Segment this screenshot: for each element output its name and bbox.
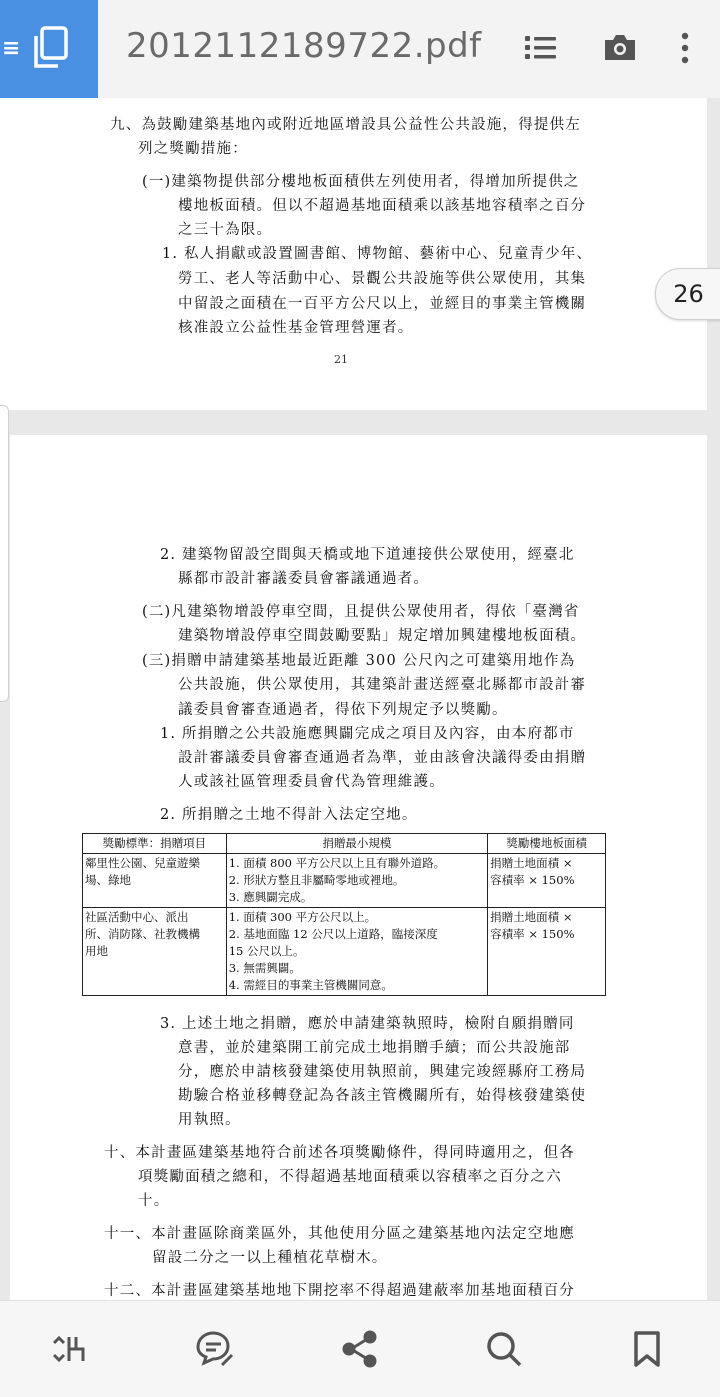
text-line: 3. 上述土地之捐贈，應於申請建築執照時，檢附自願捐贈同 xyxy=(160,1016,575,1032)
text-line: 用執照。 xyxy=(178,1112,241,1128)
page-count-badge[interactable]: 26 xyxy=(655,268,720,320)
text-line: 勘驗合格並移轉登記為各該主管機關所有，始得核發建築使 xyxy=(178,1088,587,1104)
document-title: 201211218972​2.pdf xyxy=(126,26,482,66)
table-cell: 鄰里性公園、兒童遊樂 場、綠地 xyxy=(83,854,227,908)
table-header: 獎勵樓地板面積 xyxy=(488,834,606,854)
text-line: 2. 所捐贈之土地不得計入法定空地。 xyxy=(160,807,418,823)
text-line: 議委員會審查通過者，得依下列規定予以獎勵。 xyxy=(178,702,508,718)
text-line: 列之獎勵措施： xyxy=(138,141,248,157)
text-line: 公共設施，供公眾使用，其建築計畫送經臺北縣都市設計審 xyxy=(178,677,587,693)
text-line: 項獎勵面積之總和，不得超過基地面積乘以容積率之百分之六 xyxy=(138,1169,562,1185)
text-line: (二)凡建築物增設停車空間，且提供公眾使用者，得依「臺灣省 xyxy=(142,604,580,620)
reward-table xyxy=(82,833,606,996)
text-line: 勞工、老人等活動中心、景觀公共設施等供公眾使用，其集 xyxy=(178,271,587,287)
text-line: 十二、本計畫區建築基地地下開挖率不得超過建蔽率加基地面積百分 xyxy=(104,1283,575,1299)
text-line: 人或該社區管理委員會代為管理維護。 xyxy=(178,774,445,790)
table-row xyxy=(83,854,606,908)
bookmark-icon[interactable] xyxy=(630,1329,664,1369)
table-cell: 1. 面積 300 平方公尺以上。 2. 基地面臨 12 公尺以上道路，臨接深度 15 公尺以上。 3. 無需興闢。 4. 需經目的事業主管機關同意。 xyxy=(226,908,487,996)
table-cell: 1. 面積 800 平方公尺以上且有聯外道路。 2. 形狀方整且非屬畸零地或裡地。 3. 應興闢完成。 xyxy=(226,854,487,908)
text-line: 樓地板面積。但以不超過基地面積乘以該基地容積率之百分 xyxy=(178,198,587,214)
text-line: 之三十為限。 xyxy=(178,222,273,238)
text-line: 十。 xyxy=(138,1193,170,1209)
text-line: 設計審議委員會審查通過者為準，並由該會決議得委由捐贈 xyxy=(178,750,587,766)
text-line: 1. 私人捐獻或設置圖書館、博物館、藝術中心、兒童青少年、 xyxy=(162,246,593,262)
page-number: 21 xyxy=(334,353,348,366)
text-line: 分，應於申請核發建築使用執照前，興建完竣經縣府工務局 xyxy=(178,1064,587,1080)
table-header-row xyxy=(83,834,606,854)
menu-icon: ≡ xyxy=(2,36,21,61)
list-view-icon[interactable] xyxy=(523,30,559,66)
document-icon xyxy=(30,26,70,70)
text-reflow-icon[interactable] xyxy=(50,1329,90,1369)
text-line: 十一、本計畫區除商業區外，其他使用分區之建築基地內法定空地應 xyxy=(104,1226,575,1242)
text-line: 核准設立公益性基金管理營運者。 xyxy=(178,320,414,336)
text-line: 九、為鼓勵建築基地內或附近地區增設具公益性公共設施，得提供左 xyxy=(110,117,581,133)
text-line: 意書，並於建築開工前完成土地捐贈手續；而公共設施部 xyxy=(178,1040,571,1056)
text-line: 中留設之面積在一百平方公尺以上，並經目的事業主管機關 xyxy=(178,296,587,312)
text-line: 2. 建築物留設空間與天橋或地下道連接供公眾使用，經臺北 xyxy=(160,547,575,563)
share-icon[interactable] xyxy=(340,1329,380,1369)
table-cell: 捐贈土地面積 × 容積率 × 150% xyxy=(488,908,606,996)
text-line: 縣都市設計審議委員會審議通過者。 xyxy=(178,571,430,587)
top-app-bar xyxy=(0,0,720,98)
text-line: (三)捐贈申請建築基地最近距離 300 公尺內之可建築用地作為 xyxy=(142,653,576,669)
file-menu-button[interactable] xyxy=(0,0,98,98)
scroll-handle[interactable] xyxy=(0,405,9,702)
text-line: 建築物增設停車空間鼓勵要點」規定增加興建樓地板面積。 xyxy=(178,628,587,644)
table-cell: 社區活動中心、派出 所、消防隊、社教機構 用地 xyxy=(83,908,227,996)
comment-icon[interactable] xyxy=(192,1329,236,1369)
more-options-icon[interactable] xyxy=(675,30,695,66)
table-header: 捐贈最小規模 xyxy=(226,834,487,854)
text-line: 十、本計畫區建築基地符合前述各項獎勵條件，得同時適用之，但各 xyxy=(104,1145,575,1161)
search-icon[interactable] xyxy=(484,1329,524,1369)
text-line: 1. 所捐贈之公共設施應興闢完成之項目及內容，由本府都市 xyxy=(160,726,575,742)
camera-icon[interactable] xyxy=(601,30,639,66)
text-line: (一)建築物提供部分樓地板面積供左列使用者，得增加所提供之 xyxy=(142,174,580,190)
table-header: 獎勵標準：捐贈項目 xyxy=(83,834,227,854)
table-row xyxy=(83,908,606,996)
bottom-toolbar xyxy=(0,1300,720,1397)
table-cell: 捐贈土地面積 × 容積率 × 150% xyxy=(488,854,606,908)
text-line: 留設二分之一以上種植花草樹木。 xyxy=(152,1250,388,1266)
